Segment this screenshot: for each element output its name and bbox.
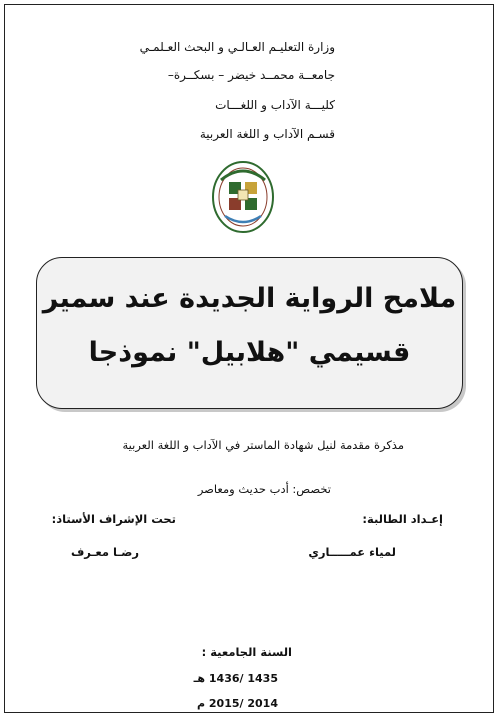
memo-description: مذكرة مقدمة لنيل شهادة الماستر في الآداب و اللغة العربية bbox=[122, 438, 404, 452]
speciality: تخصص: أدب حديث ومعاصر bbox=[197, 482, 331, 496]
ministry-name: وزارة التعليـم العـالـي و البحث العـلمـي bbox=[139, 40, 335, 54]
department-name: قسـم الآداب و اللغة العربية bbox=[199, 127, 335, 141]
academic-year-label: السنة الجامعية : bbox=[201, 645, 292, 659]
supervisor-name: رضـا معـرف bbox=[70, 545, 139, 559]
student-name: لمياء عمـــــاري bbox=[308, 545, 396, 559]
thesis-title-box bbox=[36, 257, 463, 409]
academic-year-hijri: 1435 /1436 هـ bbox=[193, 672, 278, 685]
student-label: إعـداد الطالبة: bbox=[362, 512, 443, 526]
thesis-title-line-1: ملامح الرواية الجديدة عند سمير bbox=[42, 283, 457, 314]
university-name: جامعــة محمــد خيضر – بسكــرة– bbox=[167, 68, 335, 82]
university-logo-icon bbox=[211, 160, 275, 234]
supervisor-label: تحت الإشراف الأستاذ: bbox=[51, 512, 176, 526]
thesis-title-line-2: قسيمي "هلابيل" نموذجا bbox=[88, 337, 411, 368]
academic-year-gregorian: 2014 /2015 م bbox=[196, 697, 278, 710]
faculty-name: كليـــة الآداب و اللغـــات bbox=[215, 98, 335, 112]
